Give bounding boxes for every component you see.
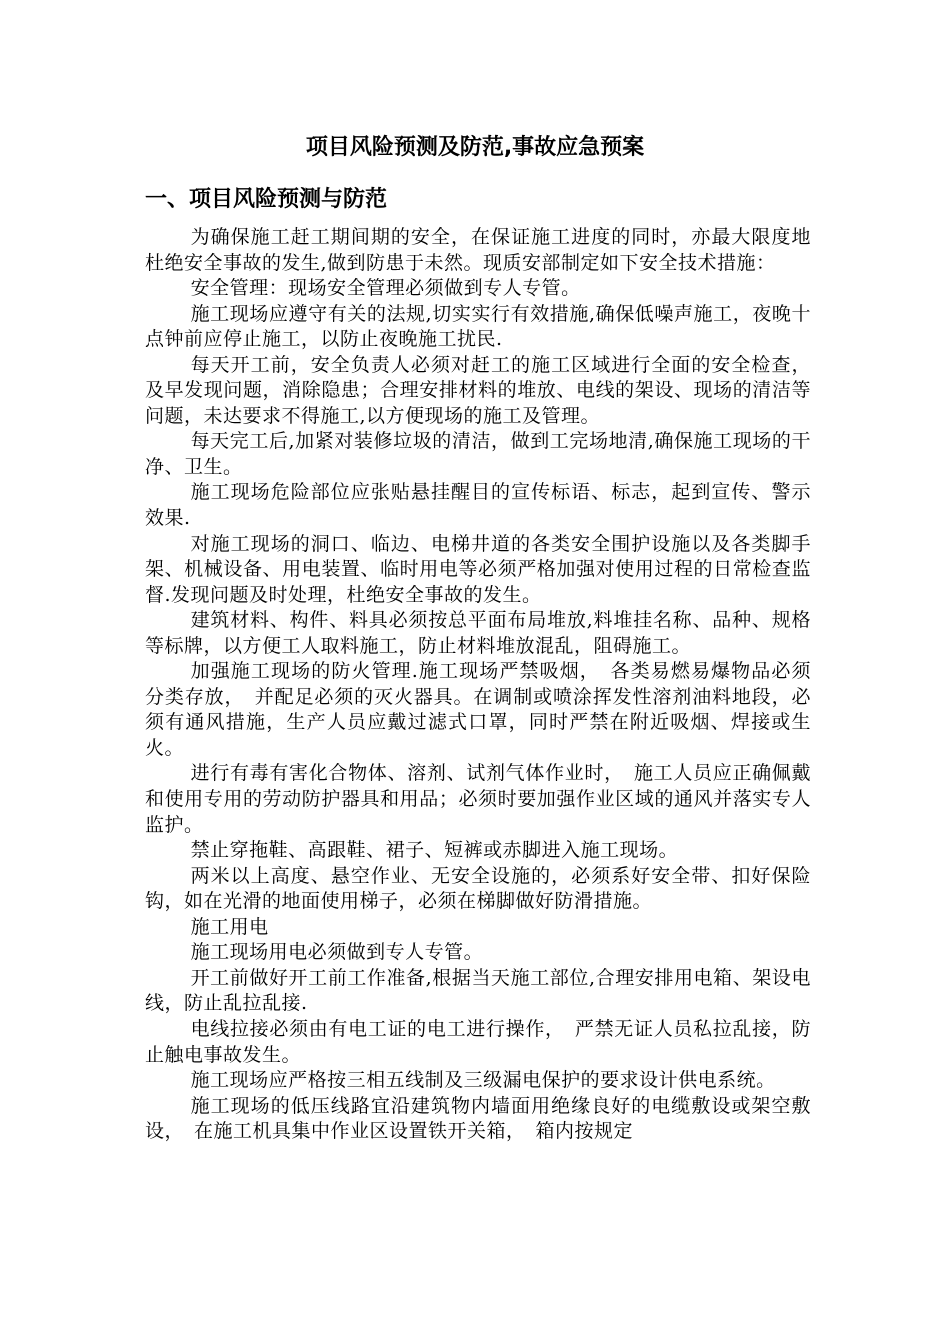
section-heading: 一、项目风险预测与防范 [145,187,388,212]
paragraph: 禁止穿拖鞋、高跟鞋、裙子、短裤或赤脚进入施工现场。 [190,839,679,862]
paragraph: 每天完工后,加紧对装修垃圾的清洁，做到工完场地清,确保施工现场的干净、卫生。 [145,430,811,478]
paragraph: 施工现场危险部位应张贴悬挂醒目的宣传标语、标志，起到宣传、警示效果. [145,481,811,530]
paragraph: 电线拉接必须由有电工证的电工进行操作， 严禁无证人员私拉乱接，防止触电事故发生。 [145,1017,811,1066]
paragraph: 建筑材料、构件、料具必须按总平面布局堆放,料堆挂名称、品种、规格等标牌，以方便工人取料施工，防止材料堆放混乱，阻碍施工。 [145,609,811,657]
paragraph: 进行有毒有害化合物体、溶剂、试剂气体作业时， 施工人员应正确佩戴和使用专用的劳动防护器具和用品；必须时要加强作业区域的通风并落实专人监护。 [145,762,811,836]
paragraph: 施工现场的低压线路宜沿建筑物内墙面用绝缘良好的电缆敷设或架空敷设， 在施工机具集中作业区设置铁开关箱， 箱内按规定 [145,1094,811,1143]
document-title: 项目风险预测及防范,事故应急预案 [305,135,645,160]
paragraph: 两米以上高度、悬空作业、无安全设施的，必须系好安全带、扣好保险钩，如在光滑的地面使用梯子，必须在梯脚做好防滑措施。 [145,864,811,913]
document-body [145,225,811,1145]
paragraph: 安全管理：现场安全管理必须做到专人专管。 [190,277,581,300]
paragraph: 施工现场应严格按三相五线制及三级漏电保护的要求设计供电系统。 [190,1069,776,1092]
paragraph: 对施工现场的洞口、临边、电梯井道的各类安全围护设施以及各类脚手架、机械设备、用电装置、临时用电等必须严格加强对使用过程的日常检查监督.发现问题及时处理，杜绝安全事故的发生。 [145,532,811,606]
paragraph: 加强施工现场的防火管理.施工现场严禁吸烟， 各类易燃易爆物品必须分类存放， 并配足必须的灭火器具。在调制或喷涂挥发性溶剂油料地段，必须有通风措施，生产人员应戴过滤式口罩，同时严禁在附近吸烟、焊接或生火。 [145,660,811,759]
subheading-paragraph: 施工用电 [190,915,269,938]
paragraph: 为确保施工赶工期间期的安全，在保证施工进度的同时，亦最大限度地杜绝安全事故的发生,做到防患于未然。现质安部制定如下安全技术措施： [145,226,811,274]
paragraph: 施工现场用电必须做到专人专管。 [190,941,484,964]
paragraph: 每天开工前，安全负责人必须对赶工的施工区域进行全面的安全检查，及早发现问题，消除隐患；合理安排材料的堆放、电线的架设、现场的清洁等问题，未达要求不得施工,以方便现场的施工及管理。 [145,353,811,427]
paragraph: 开工前做好开工前工作准备,根据当天施工部位,合理安排用电箱、架设电线，防止乱拉乱接. [145,966,811,1015]
paragraph: 施工现场应遵守有关的法规,切实实行有效措施,确保低噪声施工，夜晚十点钟前应停止施工，以防止夜晚施工扰民. [145,302,811,351]
